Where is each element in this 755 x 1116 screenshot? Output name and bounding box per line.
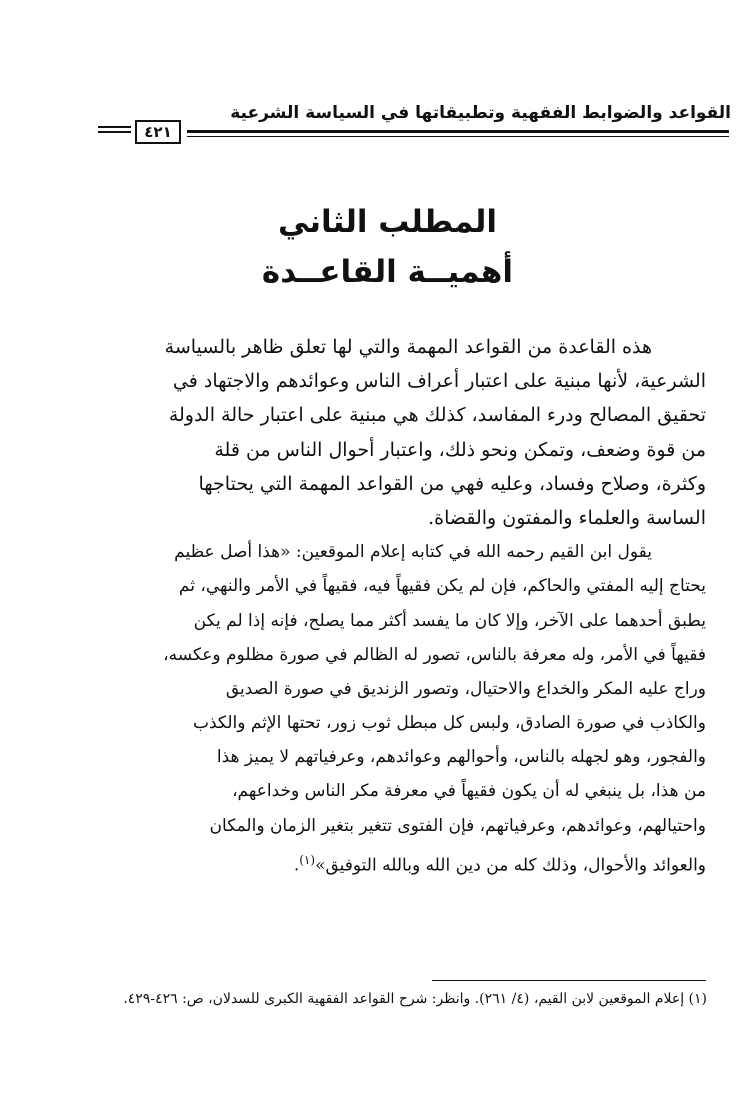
text-line: وكثرة، وصلاح وفساد، وعليه فهي من القواعد المهمة التي يحتاجها [198, 472, 706, 495]
text-line-content: والعوائد والأحوال، وذلك كله من دين الله وبالله التوفيق» [315, 855, 706, 876]
sentence-end: . [293, 855, 300, 876]
text-line: من قوة وضعف، وتمكن ونحو ذلك، واعتبار أحوال الناس من قلة [214, 438, 706, 461]
running-header-title: القواعد والضوابط الفقهية وتطبيقاتها في السياسة الشرعية [230, 103, 731, 123]
text-line: تحقيق المصالح ودرء المفاسد، كذلك هي مبنية على اعتبار حالة الدولة [168, 404, 706, 427]
header-ornament-bars [98, 126, 131, 133]
text-line: وراج عليه المكر والخداع والاحتيال، وتصور الزنديق في صورة الصديق [225, 678, 706, 699]
header-rule-thin [187, 136, 729, 137]
text-line: يحتاج إليه المفتي والحاكم، فإن لم يكن فقيهاً فيه، فقيهاً في الأمر والنهي، ثم [178, 576, 706, 597]
body-text [98, 330, 706, 877]
text-line: والكاذب في صورة الصادق، ولبس كل مبطل ثوب زور، تحتها الإثم والكذب [193, 713, 706, 734]
page-number: ٤٢١ [135, 120, 181, 144]
text-line: من هذا، بل ينبغي له أن يكون فقيهاً في معرفة مكر الناس وخداعهم، [232, 781, 706, 802]
text-line: واحتيالهم، وعوائدهم، وعرفياتهم، فإن الفتوى تتغير بتغير الزمان والمكان [209, 815, 706, 836]
footnote-reference[interactable]: (١) [299, 852, 316, 867]
text-line: الشرعية، لأنها مبنية على اعتبار أعراف الناس وعوائدهم والاجتهاد في [172, 370, 706, 393]
footnote-1: (١) إعلام الموقعين لابن القيم، (٤/ ٢٦١). وانظر: شرح القواعد الفقهية الكبرى للسدلان، ص: ٤٢٦-٤٢٩. [123, 991, 707, 1007]
section-title: المطلب الثاني [277, 204, 498, 240]
text-line: والفجور، وهو لجهله بالناس، وأحوالهم وعوائدهم، وعرفياتهم لا يميز هذا [216, 747, 706, 768]
paragraph-importance [98, 330, 706, 535]
paragraph-ibn-qayyim-quote [98, 535, 706, 877]
text-line: هذه القاعدة من القواعد المهمة والتي لها تعلق ظاهر بالسياسة [164, 336, 652, 358]
section-subtitle: أهميــة القاعــدة [261, 254, 514, 290]
header-rule-thick [187, 130, 729, 133]
text-line-last [98, 843, 706, 877]
text-line: يطبق أحدهما على الآخر، وإلا كان ما يفسد أكثر مما يصلح، فإنه إذا لم يكن [193, 610, 706, 631]
text-line: يقول ابن القيم رحمه الله في كتابه إعلام الموقعين: «هذا أصل عظيم [174, 542, 652, 563]
text-line: فقيهاً في الأمر، وله معرفة بالناس، تصور له الظالم في صورة مظلوم وعكسه، [163, 644, 706, 665]
footnote-separator [432, 980, 706, 981]
text-line: الساسة والعلماء والمفتون والقضاة. [428, 506, 706, 529]
